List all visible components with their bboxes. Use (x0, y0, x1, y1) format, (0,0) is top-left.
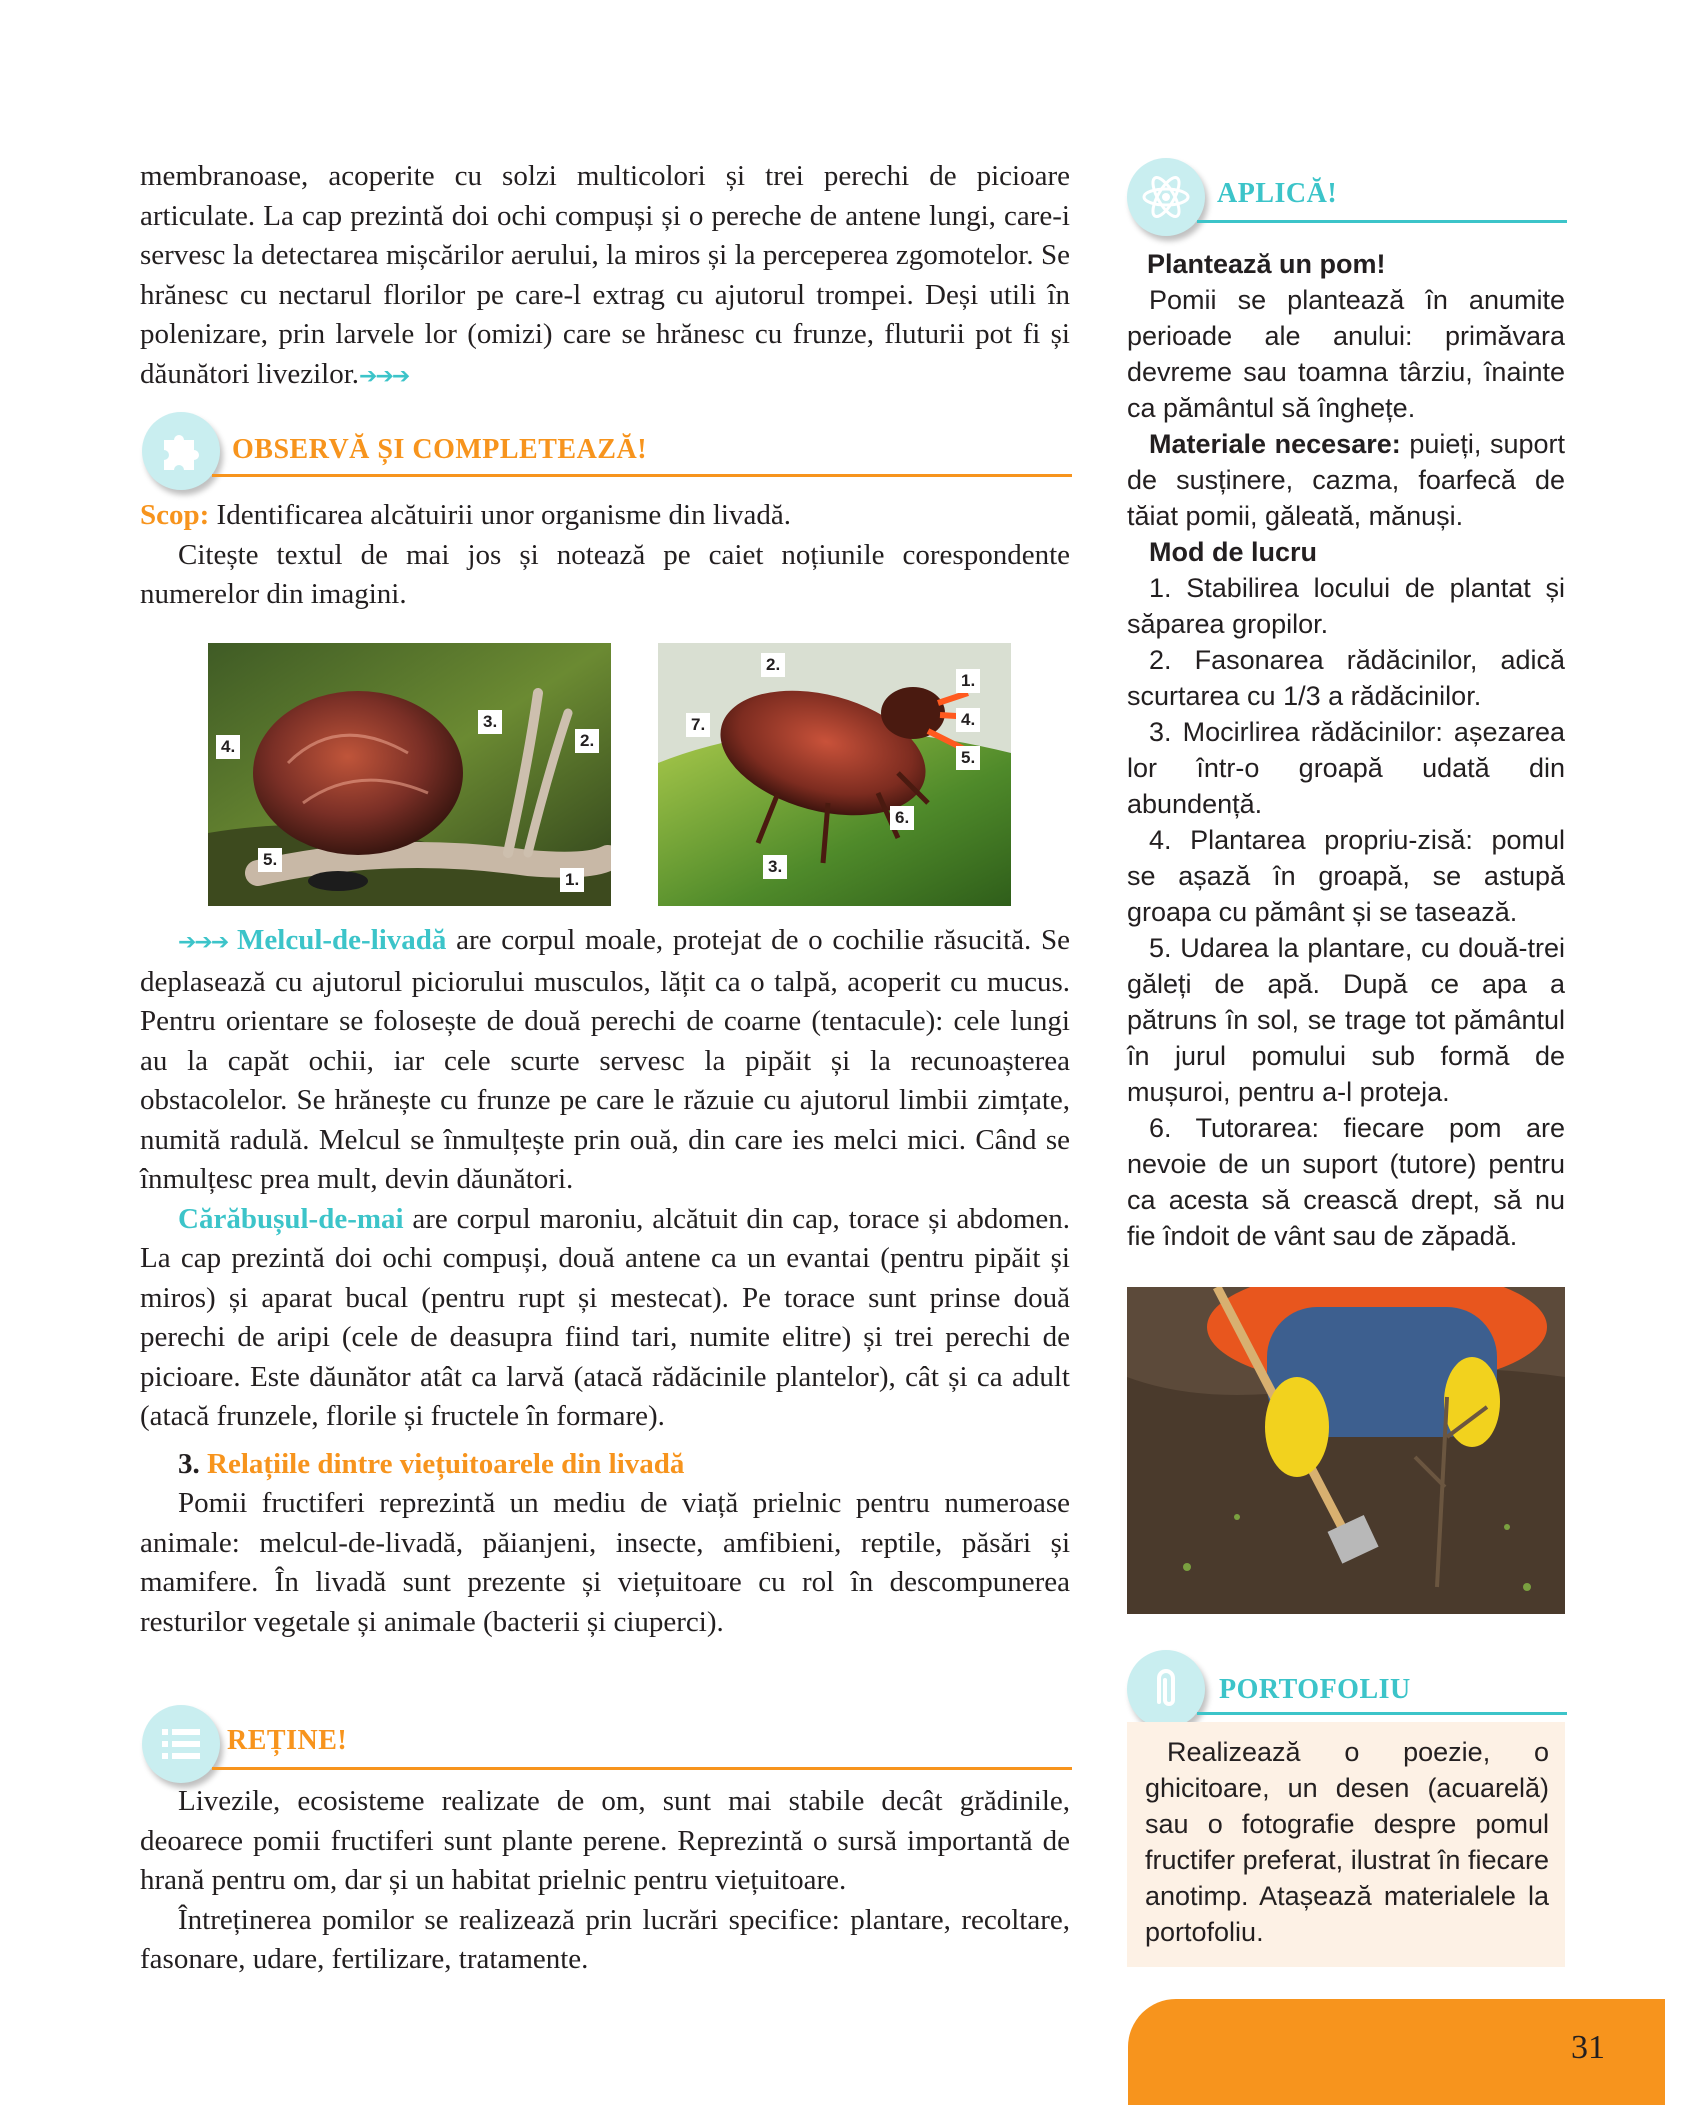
intro-paragraph: membranoase, acoperite cu solzi multicolori și trei perechi de picioare articulate. La cap prezintă doi ochi compuși și o pereche de antene lungi, care-i servesc la detectarea mișcărilor aerului, la miros și la perceperea zgomotelor. Se hrănesc cu nectarul florilor pe care-l extrag cu ajutorul trompei. Deși utili în polenizare, prin larvele lor (omizi) care se hrănesc cu frunze, fluturii pot fi și dăunători livezilor.➔➔➔ (140, 160, 1070, 390)
snail-label-2: 2. (575, 729, 599, 753)
intro-block (140, 157, 1070, 396)
observe-instruction: Citește textul de mai jos și notează pe caiet noțiunile corespondente numerelor din imagini. (140, 538, 1070, 610)
retine-header (142, 1705, 1072, 1775)
snail-name: Melcul-de-livadă (237, 924, 447, 956)
aplica-step-1: 1. Stabilirea locului de plantat și săparea gropilor. (1127, 573, 1565, 639)
puzzle-icon (154, 424, 208, 478)
portofoliu-badge (1127, 1650, 1205, 1728)
planting-illustration (1127, 1287, 1565, 1614)
observe-rule (212, 474, 1072, 477)
relations-title: Relațiile dintre viețuitoarele din livadă (199, 1447, 685, 1480)
observe-block (140, 496, 1070, 615)
aplica-rule (1197, 220, 1567, 223)
scope-label: Scop: (140, 499, 210, 531)
aplica-step-5: 5. Udarea la plantare, cu două-trei găleți de apă. După ce apa a pătruns în sol, se trage tot pământul în jurul pomului sub formă de mușuroi, pentru a-l proteja. (1127, 933, 1565, 1107)
beetle-label-3: 3. (763, 855, 787, 879)
beetle-label-5: 5. (956, 746, 980, 770)
aplica-step-6: 6. Tutorarea: fiecare pom are nevoie de un suport (tutore) pentru ca acesta să crească drept, să nu fie îndoit de vânt sau de zăpadă. (1127, 1113, 1565, 1251)
beetle-photo (658, 643, 1011, 906)
snail-paragraph: ➔➔➔ Melcul-de-livadă are corpul moale, protejat de o cochilie răsucită. Se deplasează cu ajutorul piciorului musculos, lățit ca o talpă, acoperit cu mucus. Pentru orientare se folosește de două perechi de coarne (tentacule): cele lungi au la capăt ochii, iar cele scurte servesc la pipăit și la recunoașterea obstacolelor. Se hrănește cu frunze pe care le răzuie cu ajutorul limbii zimțate, numită radulă. Melcul se înmulțește prin ouă, din care ies melci mici. Când se înmulțesc prea mult, devin dăunători. (140, 924, 1070, 1195)
page-number: 31 (1571, 2029, 1605, 2066)
snail-label-4: 4. (216, 735, 240, 759)
beetle-name: Cărăbușul-de-mai (178, 1202, 404, 1235)
aplica-step-2: 2. Fasonarea rădăcinilor, adică scurtarea cu 1/3 a rădăcinilor. (1127, 645, 1565, 711)
portofoliu-header (1127, 1650, 1567, 1720)
retine-block (140, 1782, 1070, 1980)
retine-badge (142, 1705, 220, 1783)
planting-photo (1127, 1287, 1565, 1614)
arrows-icon: ➔➔➔ (178, 930, 228, 955)
retine-paragraph-1: Livezile, ecosisteme realizate de om, sunt mai stabile decât grădinile, deoarece pomii fructiferi sunt plante perene. Reprezintă o sursă importantă de hrană pentru om, dar și un habitat prielnic pentru viețuitoare. (140, 1785, 1070, 1896)
aplica-header (1127, 158, 1567, 228)
portofoliu-title: PORTOFOLIU (1219, 1674, 1411, 1705)
beetle-label-6: 6. (890, 806, 914, 830)
retine-rule (212, 1767, 1072, 1770)
beetle-label-1: 1. (956, 669, 980, 693)
portofoliu-rule (1197, 1712, 1567, 1715)
relations-heading: 3. Relațiile dintre viețuitoarele din livadă (178, 1447, 685, 1480)
retine-title: REȚINE! (227, 1725, 348, 1756)
snail-photo (208, 643, 611, 906)
beetle-label-7: 7. (686, 713, 710, 737)
beetle-label-2: 2. (761, 653, 785, 677)
aplica-step-4: 4. Plantarea propriu-zisă: pomul se așază în groapă, se astupă groapa cu pământ și se tasează. (1127, 825, 1565, 927)
beetle-label-4: 4. (956, 708, 980, 732)
aplica-heading: Plantează un pom! (1147, 249, 1386, 279)
aplica-title: APLICĂ! (1217, 178, 1338, 209)
organisms-block (140, 921, 1070, 1642)
observe-badge (142, 412, 220, 490)
arrows-icon: ➔➔➔ (359, 363, 409, 389)
paperclip-icon (1139, 1662, 1193, 1716)
beetle-paragraph: Cărăbușul-de-mai are corpul maroniu, alcătuit din cap, torace și abdomen. La cap prezintă doi ochi compuși, două antene ca un evantai (pentru pipăit și miros) și aparat bucal (pentru rupt și mestecat). Pe torace sunt prinse două perechi de aripi (cele de deasupra fiind tari, numite elitre) și trei perechi de picioare. Este dăunător atât ca larvă (atacă rădăcinile plantelor), cât și ca adult (atacă frunzele, florile și fructele în formare). (140, 1202, 1070, 1432)
portofoliu-text: Realizează o poezie, o ghicitoare, un desen (acuarelă) sau o fotografie despre pomul fructifer preferat, ilustrat în fiecare anotimp. Atașează materialele la portofoliu. (1145, 1737, 1549, 1947)
aplica-materials: Materiale necesare: puieți, suport de susținere, cazma, foarfecă de tăiat pomii, găleată, mănuși. (1127, 429, 1565, 531)
atom-icon (1139, 170, 1193, 224)
scope-line: Scop: Identificarea alcătuirii unor organisme din livadă. (140, 499, 791, 531)
portofoliu-box (1127, 1722, 1565, 1967)
aplica-intro: Pomii se plantează în anumite perioade ale anului: primăvara devreme sau toamna târziu, înainte ca pământul să înghețe. (1127, 285, 1565, 423)
relations-paragraph: Pomii fructiferi reprezintă un mediu de viață prielnic pentru numeroase animale: melcul-de-livadă, păianjeni, insecte, amfibieni, reptile, păsări și mamifere. În livadă sunt prezente și viețuitoare cu rol în descompunerea resturilor vegetale și animale (bacterii și ciuperci). (140, 1487, 1070, 1638)
snail-label-5: 5. (258, 848, 282, 872)
aplica-method-label: Mod de lucru (1149, 537, 1317, 567)
aplica-badge (1127, 158, 1205, 236)
observe-header (142, 412, 1072, 482)
snail-label-3: 3. (478, 710, 502, 734)
retine-paragraph-2: Întreținerea pomilor se realizează prin lucrări specifice: plantare, recoltare, fasonare, udare, fertilizare, tratamente. (140, 1903, 1070, 1975)
aplica-step-3: 3. Mocirlirea rădăcinilor: așezarea lor într-o groapă udată din abundență. (1127, 717, 1565, 819)
page-number-tab (1128, 1999, 1665, 2105)
observe-title: OBSERVĂ ȘI COMPLETEAZĂ! (232, 434, 648, 465)
list-icon (154, 1717, 208, 1771)
aplica-block (1127, 246, 1565, 1254)
snail-label-1: 1. (560, 868, 584, 892)
